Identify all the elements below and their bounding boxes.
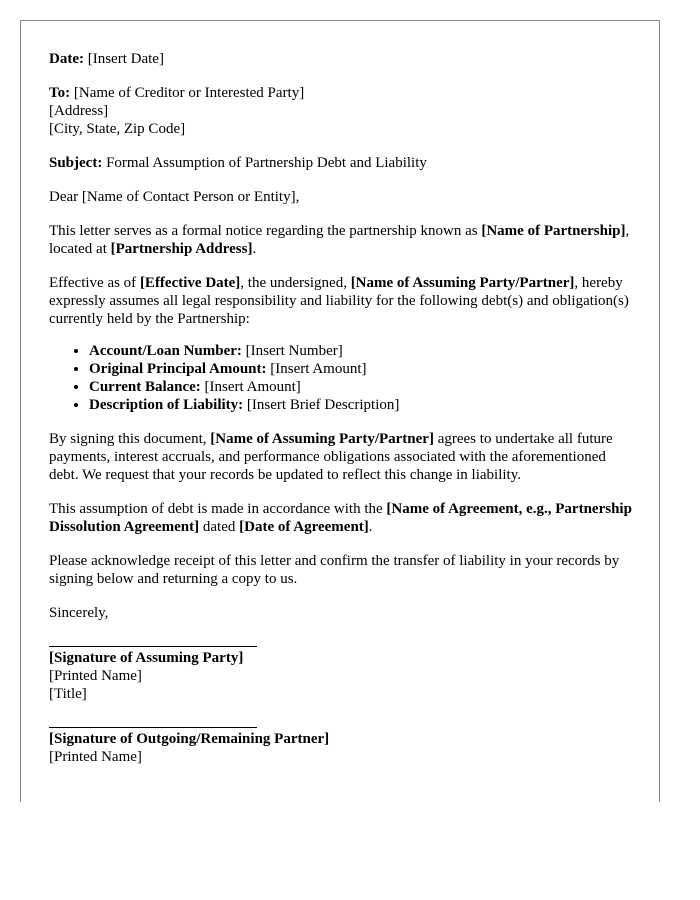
agreement-name: [Name of Agreement, e.g., Partnership Dissolution Agreement] <box>49 501 632 535</box>
assuming-party-name: [Name of Assuming Party/Partner] <box>350 275 575 291</box>
para4-text-1: This assumption of debt is made in accordance with the <box>49 501 387 517</box>
para1-text-3: . <box>252 241 257 257</box>
para4-text-3: . <box>368 519 373 535</box>
list-item <box>89 342 639 360</box>
para1-text-1: This letter serves as a formal notice regarding the partnership known as <box>49 223 482 239</box>
list-item-label: Current Balance: <box>89 379 201 395</box>
list-item <box>89 378 639 396</box>
signature-line <box>49 727 257 728</box>
para1-text-2: , located at <box>49 223 630 257</box>
date-label: Date: <box>49 51 84 67</box>
printed-name: [Printed Name] <box>49 749 142 765</box>
list-item-value: [Insert Brief Description] <box>243 397 400 413</box>
list-item <box>89 396 639 414</box>
para2-text-2: , the undersigned, <box>240 275 351 291</box>
para2-text-3: , hereby expressly assumes all legal responsibility and liability for the following debt(s) and obligation(s) currently held by the Partnership: <box>49 275 629 327</box>
printed-name: [Printed Name] <box>49 668 142 684</box>
paragraph-acknowledge: Please acknowledge receipt of this letter and confirm the transfer of liability in your records by signing below and returning a copy to us. <box>49 553 620 587</box>
recipient-block <box>49 84 639 138</box>
list-item-label: Original Principal Amount: <box>89 361 267 377</box>
partnership-name: [Name of Partnership] <box>481 223 626 239</box>
signature-label: [Signature of Outgoing/Remaining Partner] <box>49 731 330 747</box>
para2-text-1: Effective as of <box>49 275 140 291</box>
signature-block-assuming-party <box>49 646 639 703</box>
list-item-label: Account/Loan Number: <box>89 343 242 359</box>
salutation: Dear [Name of Contact Person or Entity], <box>49 189 300 205</box>
paragraph-obligations <box>49 430 639 484</box>
debt-items-list <box>49 342 639 414</box>
closing: Sincerely, <box>49 605 109 621</box>
list-item <box>89 360 639 378</box>
letter-body <box>49 50 639 790</box>
effective-date: [Effective Date] <box>139 275 241 291</box>
list-item-label: Description of Liability: <box>89 397 244 413</box>
signature-line <box>49 646 257 647</box>
para3-text-2: agrees to undertake all future payments, interest accruals, and performance obligations associated with the aforementioned debt. We request that your records be updated to reflect this change in liability. <box>49 431 613 483</box>
list-item-value: [Insert Amount] <box>266 361 367 377</box>
paragraph-partnership-notice <box>49 222 639 258</box>
recipient-city: [City, State, Zip Code] <box>49 121 186 137</box>
date-line <box>49 50 639 68</box>
paragraph-assumption <box>49 274 639 328</box>
recipient-name: [Name of Creditor or Interested Party] <box>70 85 305 101</box>
recipient-name-line <box>49 84 639 102</box>
subject-line <box>49 154 639 172</box>
agreement-date: [Date of Agreement] <box>239 519 369 535</box>
subject-value: Formal Assumption of Partnership Debt and Liability <box>102 155 427 171</box>
date-value: [Insert Date] <box>83 51 164 67</box>
assuming-party-name: [Name of Assuming Party/Partner] <box>210 431 434 447</box>
to-label: To: <box>49 85 71 101</box>
letter-page <box>20 20 660 802</box>
partnership-address: [Partnership Address] <box>110 241 253 257</box>
para4-text-2: dated <box>199 519 240 535</box>
signature-label: [Signature of Assuming Party] <box>49 650 244 666</box>
paragraph-agreement <box>49 500 639 536</box>
list-item-value: [Insert Amount] <box>200 379 301 395</box>
signature-block-outgoing-partner <box>49 727 639 766</box>
recipient-address: [Address] <box>49 103 109 119</box>
subject-label: Subject: <box>49 155 103 171</box>
para3-text-1: By signing this document, <box>49 431 211 447</box>
list-item-value: [Insert Number] <box>241 343 343 359</box>
title: [Title] <box>49 686 87 702</box>
